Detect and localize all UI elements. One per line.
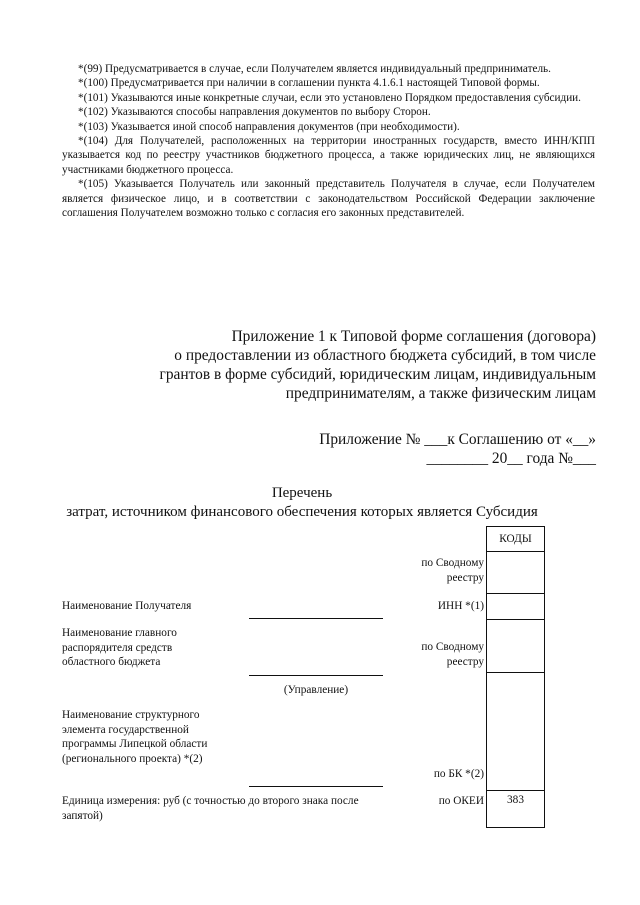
annex-line-3: грантов в форме субсидий, юридическим лицам, индивидуальным xyxy=(159,366,596,383)
label-okei: по ОКЕИ xyxy=(438,795,484,807)
codes-cell-inn[interactable] xyxy=(487,594,544,620)
codes-cell-okei: 383 xyxy=(507,794,524,806)
label-summary-registry-2: по Сводному реестру xyxy=(421,641,484,668)
footnotes xyxy=(62,62,595,220)
codes-cell-summary-registry-1[interactable] xyxy=(487,552,544,594)
footnote-102: *(102) Указываются способы направления документов по выбору Сторон. xyxy=(78,106,431,119)
codes-cell-bk[interactable] xyxy=(487,673,544,791)
label-unit: Единица измерения: руб (с точностью до второго знака после запятой) xyxy=(62,795,359,822)
label-summary-registry-1: по Сводному реестру xyxy=(421,557,484,584)
label-main-manager-name: Наименование главного распорядителя средств областного бюджета xyxy=(62,627,177,669)
title-line-2: затрат, источником финансового обеспечения которых является Субсидия xyxy=(66,504,538,520)
agreement-ref-line-1: Приложение № ___к Соглашению от «__» xyxy=(319,431,596,448)
structural-element-field[interactable] xyxy=(249,786,383,787)
codes-cell-summary-registry-2[interactable] xyxy=(487,620,544,673)
main-manager-name-field[interactable] xyxy=(249,675,383,676)
agreement-ref-line-2: ________ 20__ года №___ xyxy=(426,450,596,467)
codes-header: КОДЫ xyxy=(487,527,544,552)
codes-table xyxy=(486,526,545,828)
label-management: (Управление) xyxy=(283,684,349,696)
annex-line-1: Приложение 1 к Типовой форме соглашения (договора) xyxy=(231,328,596,345)
footnote-99: *(99) Предусматривается в случае, если Получателем является индивидуальный предприниматель. xyxy=(78,63,551,75)
footnote-103: *(103) Указывается иной способ направления документов (при необходимости). xyxy=(78,120,460,133)
footnote-101: *(101) Указываются иные конкретные случаи, если это установлено Порядком предоставления субсидии. xyxy=(78,91,581,104)
footnote-105: *(105) Указывается Получатель или законный представитель Получателя в случае, если Получателем является физическое лицо, и в соответствии с законодательством Российской Федерации заключение соглашения Получателем возможно только с согласия его законных представителей. xyxy=(62,178,595,220)
annex-line-2: о предоставлении из областного бюджета субсидий, в том числе xyxy=(174,347,596,364)
document-title xyxy=(62,484,542,522)
footnote-100: *(100) Предусматривается при наличии в соглашении пункта 4.1.6.1 настоящей Типовой формы. xyxy=(78,77,540,90)
agreement-reference xyxy=(319,430,596,468)
label-recipient-name: Наименование Получателя xyxy=(62,600,192,612)
label-structural-element: Наименование структурного элемента государственной программы Липецкой области (регионального проекта) *(2) xyxy=(62,709,208,765)
footnote-104: *(104) Для Получателей, расположенных на территории иностранных государств, вместо ИНН/КПП указывается код по реестру участников бюджетного процесса, а также юридических лиц, не являющихся участниками бюджетного процесса. xyxy=(62,135,595,176)
recipient-name-field[interactable] xyxy=(249,618,383,619)
annex-line-4: предпринимателям, а также физическим лицам xyxy=(285,385,596,402)
annex-heading xyxy=(160,327,596,403)
label-inn: ИНН *(1) xyxy=(437,600,484,612)
title-line-1: Перечень xyxy=(271,485,333,501)
label-bk: по БК *(2) xyxy=(433,768,484,780)
